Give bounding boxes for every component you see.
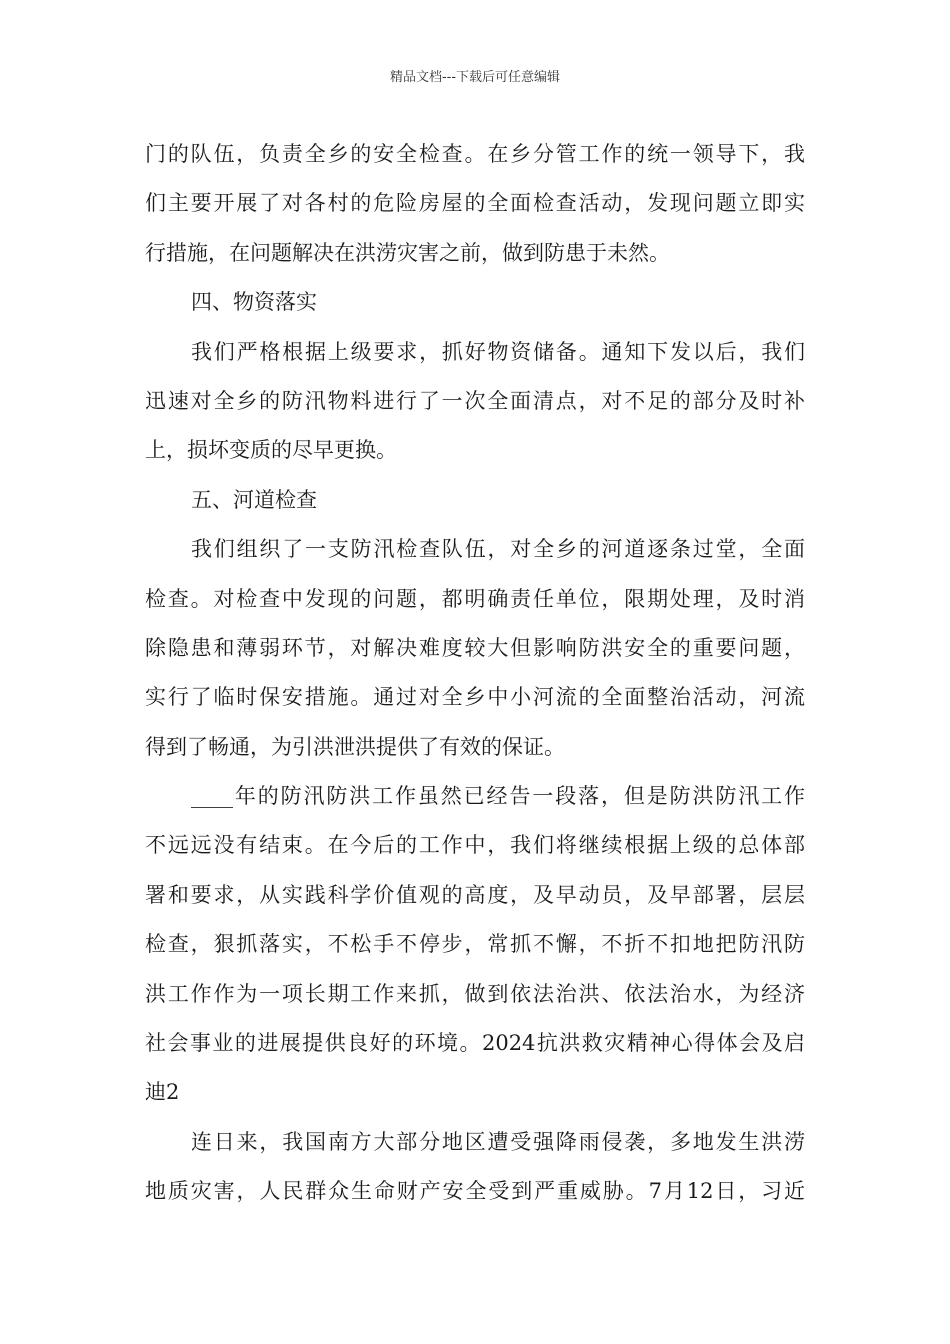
text-line: 行措施，在问题解决在洪涝灾害之前，做到防患于未然。: [145, 240, 670, 265]
text-line: 实行了临时保安措施。通过对全乡中小河流的全面整治活动，河流: [145, 685, 805, 710]
text-line: 们主要开展了对各村的危险房屋的全面检查活动，发现问题立即实: [145, 191, 805, 216]
text-line: 迪2: [145, 1080, 180, 1105]
text-line: 我们严格根据上级要求，抓好物资储备。通知下发以后，我们: [191, 339, 805, 364]
text-line: 地质灾害，人民群众生命财产安全受到严重威胁。7月12日，习近: [145, 1179, 805, 1204]
text-line: 洪工作作为一项长期工作来抓，做到依法治洪、依法治水，为经济: [145, 981, 805, 1006]
text-line: 检查。对检查中发现的问题，都明确责任单位，限期处理，及时消: [145, 586, 805, 611]
document-body: [145, 130, 805, 1217]
text-line: 迅速对全乡的防汛物料进行了一次全面清点，对不足的部分及时补: [145, 388, 805, 413]
text-line: 上，损坏变质的尽早更换。: [145, 438, 397, 463]
text-line: 连日来，我国南方大部分地区遭受强降雨侵袭，多地发生洪涝: [191, 1129, 805, 1154]
section-heading: 五、河道检查: [191, 487, 317, 512]
text-line: 不远远没有结束。在今后的工作中，我们将继续根据上级的总体部: [145, 833, 805, 858]
text-line: 得到了畅通，为引洪泄洪提供了有效的保证。: [145, 734, 565, 759]
page-header: 精品文档---下载后可任意编辑: [389, 70, 561, 85]
section-heading: 四、物资落实: [191, 290, 317, 315]
text-line: 我们组织了一支防汛检查队伍，对全乡的河道逐条过堂，全面: [191, 537, 805, 562]
text-line: 社会事业的进展提供良好的环境。2024抗洪救灾精神心得体会及启: [145, 1031, 805, 1056]
text-line: 检查，狠抓落实，不松手不停步，常抓不懈，不折不扣地把防汛防: [145, 932, 805, 957]
text-line: 署和要求，从实践科学价值观的高度，及早动员，及早部署，层层: [145, 882, 805, 907]
text-line: 除隐患和薄弱环节，对解决难度较大但影响防洪安全的重要问题，: [145, 635, 805, 660]
text-line: ____年的防汛防洪工作虽然已经告一段落，但是防洪防汛工作: [191, 784, 805, 809]
text-line: 门的队伍，负责全乡的安全检查。在乡分管工作的统一领导下，我: [145, 142, 805, 166]
